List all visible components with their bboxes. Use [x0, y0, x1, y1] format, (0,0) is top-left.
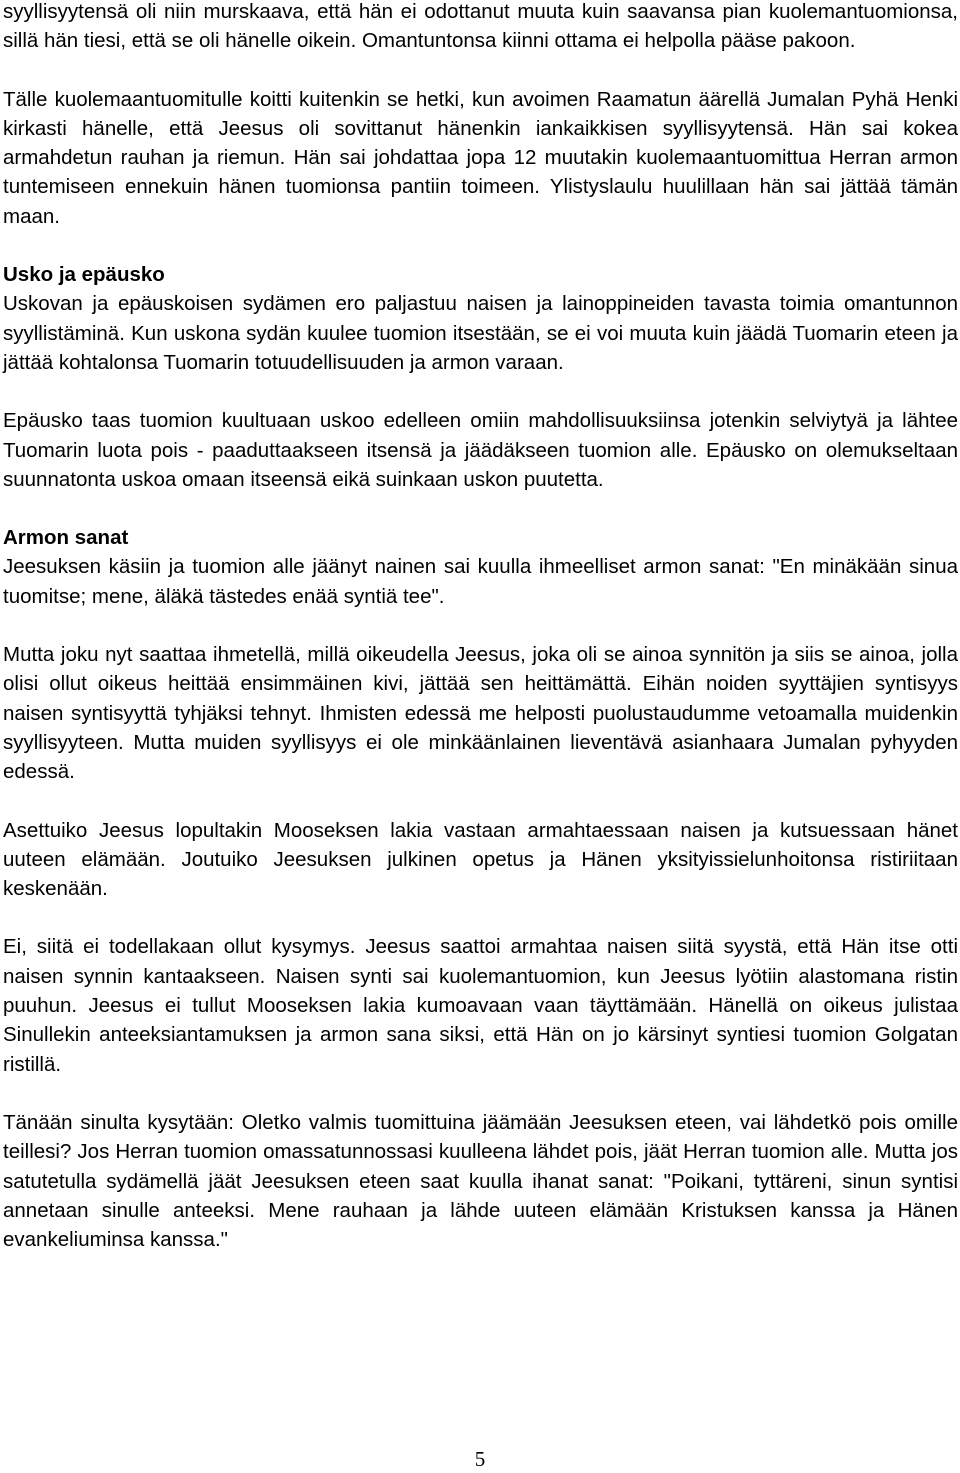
paragraph-armon-3: Asettuiko Jeesus lopultakin Mooseksen lakia vastaan armahtaessaan naisen ja kutsuessaan hänet uuteen elämään. Joutuiko Jeesuksen julkinen opetus ja Hänen yksityissielunhoitonsa ristiriitaan keskenään. — [3, 818, 958, 901]
paragraph-armon-4: Ei, siitä ei todellakaan ollut kysymys. Jeesus saattoi armahtaa naisen siitä syystä, että Hän itse otti naisen synnin kantaakseen. Naisen synti sai kuolemantuomion, kun Jeesus lyötiin alastomana ristin puuhun. Jeesus ei tullut Mooseksen lakia kumoavaan vaan täyttämään. Hänellä on oikeus julistaa Sinullekin anteeksiantamuksen ja armon sana siksi, että Hän on jo kärsinyt syntiesi tuomion Golgatan ristillä. — [3, 935, 958, 1076]
paragraph-gap — [3, 787, 958, 816]
section-heading-usko: Usko ja epäusko — [3, 263, 165, 287]
paragraph-armon-5: Tänään sinulta kysytään: Oletko valmis tuomittuina jäämään Jeesuksen eteen, vai lähdetkö pois omille teillesi? Jos Herran tuomion omassatunnossasi kuulleena lähdet pois, jäät Herran tuomion alle. Mutta jos satutetulla sydämellä jäät Jeesuksen eteen saat kuulla ihanat sanat: "Poikani, tyttäreni, sinun syntisi annetaan sinulle anteeksi. Mene rauhaan ja lähde uuteen elämään Kristuksen kanssa ja Hänen evankeliuminsa kanssa." — [3, 1110, 958, 1252]
paragraph-gap — [3, 494, 958, 523]
paragraph-usko-2: Epäusko taas tuomion kuultuaan uskoo edelleen omiin mahdollisuuksiinsa jotenkin selviytyä ja lähtee Tuomarin luota pois - paaduttaakseen itsensä ja jäädäkseen tuomion alle. Epäusko on olemukseltaan suunnatonta uskoa omaan itseensä eikä suinkaan uskon puutetta. — [3, 409, 958, 491]
page-number: 5 — [474, 1447, 486, 1471]
paragraph-gap — [3, 377, 958, 406]
paragraph-gap — [3, 56, 958, 85]
paragraph-intro-2: Tälle kuolemaantuomitulle koitti kuitenkin se hetki, kun avoimen Raamatun äärellä Jumalan Pyhä Henki kirkasti hänelle, että Jeesus oli sovittanut hänenkin iankaikkisen syyllisyytensä. Hän sai kokea armahdetun rauhan ja riemun. Hän sai johdattaa jopa 12 muutakin kuolemaantuomittua Herran armon tuntemiseen ennekuin hänen tuomionsa pantiin toimeen. Ylistyslaulu huulillaan hän sai jättää tämän maan. — [3, 87, 958, 228]
paragraph-gap — [3, 1079, 958, 1108]
paragraph-gap — [3, 611, 958, 640]
paragraph-usko-1: Uskovan ja epäuskoisen sydämen ero paljastuu naisen ja lainoppineiden tavasta toimia omantunnon syyllistäminä. Kun uskona sydän kuulee tuomion itsestään, se ei voi muuta kuin jäädä Tuomarin eteen ja jättää kohtalonsa Tuomarin totuudellisuuden ja armon varaan. — [3, 292, 958, 374]
paragraph-gap — [3, 903, 958, 932]
paragraph-armon-2: Mutta joku nyt saattaa ihmetellä, millä oikeudella Jeesus, joka oli se ainoa synnitön ja siis se ainoa, jolla olisi ollut oikeus heittää ensimmäinen kivi, jättää sen heittämättä. Eihän noiden syyttäjien syntisyys naisen syntisyyttä tyhjäksi tehnyt. Ihmisten edessä me helposti puolustaudumme vetoamalla muidenkin syyllisyyteen. Mutta muiden syyllisyys ei ole minkäänlainen lieventävä asianhaara Jumalan pyhyyden edessä. — [3, 643, 958, 784]
paragraph-intro-1: syyllisyytensä oli niin murskaava, että hän ei odottanut muuta kuin saavansa pian kuolemantuomionsa, sillä hän tiesi, että se oli hänelle oikein. Omantuntonsa kiinni ottama ei helpolla pääse pakoon. — [3, 0, 958, 53]
document-page — [3, 0, 958, 1254]
section-heading-armon-sanat: Armon sanat — [3, 526, 129, 550]
paragraph-gap — [3, 231, 958, 260]
paragraph-armon-1: Jeesuksen käsiin ja tuomion alle jäänyt nainen sai kuulla ihmeelliset armon sanat: "En minäkään sinua tuomitse; mene, äläkä tästedes enää syntiä tee". — [3, 555, 958, 608]
